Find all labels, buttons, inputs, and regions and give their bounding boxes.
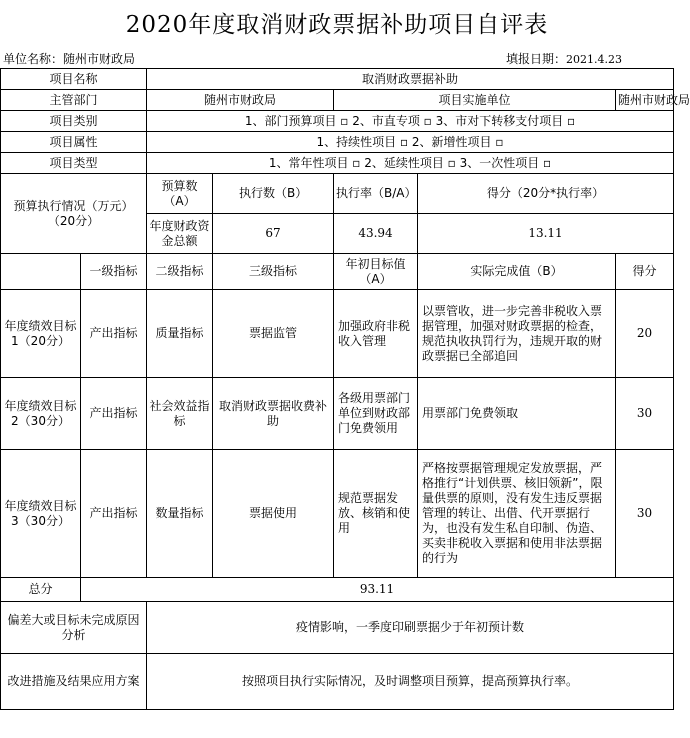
goal-3-lvl1: 产出指标 (81, 450, 147, 578)
budget-section-label: 预算执行情况（万元）（20分） (1, 174, 147, 254)
budget-col-b: 执行数（B） (213, 174, 334, 214)
goal-2-lvl1: 产出指标 (81, 378, 147, 450)
budget-b: 43.94 (334, 214, 418, 254)
goal-2-lvl3: 取消财政票据收费补助 (213, 378, 334, 450)
goal-1-actual: 以票管收，进一步完善非税收入票据管理，加强对财政票据的检查，规范执收执罚行为，违规开取的财政票据已全部追回 (418, 290, 616, 378)
goal-3-score: 30 (616, 450, 674, 578)
goal-3-label: 年度绩效目标3（30分） (1, 450, 81, 578)
attr-label: 项目属性 (1, 132, 147, 153)
fill-date (506, 50, 622, 68)
category-label: 项目类别 (1, 111, 147, 132)
budget-a: 67 (213, 214, 334, 254)
goal-2-score: 30 (616, 378, 674, 450)
project-name-label: 项目名称 (1, 69, 147, 90)
total-label: 总分 (1, 578, 81, 602)
budget-col-score: 得分（20分*执行率） (418, 174, 674, 214)
table-row (1, 378, 674, 450)
impl-unit-value: 随州市财政局 (616, 90, 674, 111)
budget-col-a: 预算数（A） (147, 174, 213, 214)
fill-date-value: 2021.4.23 (566, 53, 622, 66)
goal-1-target: 加强政府非税收入管理 (334, 290, 418, 378)
table-row (1, 450, 674, 578)
actual-header: 实际完成值（B） (418, 254, 616, 290)
target-header: 年初目标值（A） (334, 254, 418, 290)
category-value: 1、部门预算项目 ▫ 2、市直专项 ▫ 3、市对下转移支付项目 ▫ (147, 111, 674, 132)
unit-name: 单位名称：随州市财政局 (3, 52, 136, 66)
goal-3-lvl2: 数量指标 (147, 450, 213, 578)
goal-1-score: 20 (616, 290, 674, 378)
dept-label: 主管部门 (1, 90, 147, 111)
page-title: 2020年度取消财政票据补助项目自评表 (125, 11, 549, 38)
project-name: 取消财政票据补助 (147, 69, 674, 90)
table-row (1, 290, 674, 378)
goal-2-actual: 用票部门免费领取 (418, 378, 616, 450)
goal-2-label: 年度绩效目标2（30分） (1, 378, 81, 450)
improve-value: 按照项目执行实际情况，及时调整项目预算，提高预算执行率。 (147, 654, 674, 710)
lvl3-header: 三级指标 (213, 254, 334, 290)
type-value: 1、常年性项目 ▫ 2、延续性项目 ▫ 3、一次性项目 ▫ (147, 153, 674, 174)
goal-1-lvl1: 产出指标 (81, 290, 147, 378)
fill-date-label: 填报日期： (506, 52, 567, 66)
goal-1-label: 年度绩效目标1（20分） (1, 290, 81, 378)
goal-3-actual: 严格按票据管理规定发放票据，严格推行“计划供票、核旧领新”，限量供票的原则，没有发生违反票据管理的转让、出借、代开票据行为，也没有发生私自印制、伪造、买卖非税收入票据和使用非法票据的行为 (418, 450, 616, 578)
goal-2-lvl2: 社会效益指标 (147, 378, 213, 450)
impl-unit-label: 项目实施单位 (334, 90, 616, 111)
evaluation-table (0, 68, 690, 710)
budget-col-rate: 执行率（B/A） (334, 174, 418, 214)
lvl1-header: 一级指标 (81, 254, 147, 290)
type-label: 项目类型 (1, 153, 147, 174)
attr-value: 1、持续性项目 ▫ 2、新增性项目 ▫ (147, 132, 674, 153)
goal-3-lvl3: 票据使用 (213, 450, 334, 578)
improve-label: 改进措施及结果应用方案 (1, 654, 147, 710)
goal-2-target: 各级用票部门单位到财政部门免费领用 (334, 378, 418, 450)
score-header: 得分 (616, 254, 674, 290)
lvl2-header: 二级指标 (147, 254, 213, 290)
total-value: 93.11 (81, 578, 674, 602)
goal-1-lvl2: 质量指标 (147, 290, 213, 378)
goal-1-lvl3: 票据监管 (213, 290, 334, 378)
budget-row-label: 年度财政资金总额 (147, 214, 213, 254)
goal-3-target: 规范票据发放、核销和使用 (334, 450, 418, 578)
goal-header (1, 254, 81, 290)
deviation-value: 疫情影响，一季度印刷票据少于年初预计数 (147, 602, 674, 654)
deviation-label: 偏差大或目标未完成原因分析 (1, 602, 147, 654)
dept-value: 随州市财政局 (147, 90, 334, 111)
budget-score: 13.11 (418, 214, 674, 254)
